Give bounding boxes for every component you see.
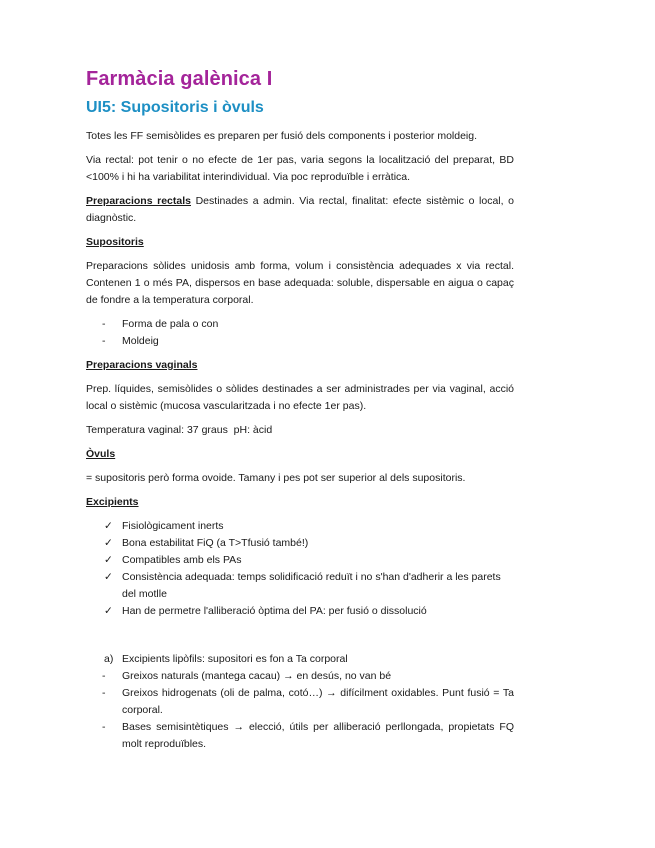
document-page (86, 64, 514, 753)
dash-marker: - (102, 670, 106, 682)
checkmark-icon: ✓ (104, 537, 113, 549)
supositoris-heading: Supositoris (86, 236, 144, 248)
list-item: ✓ Bona estabilitat FiQ (a T>Tfusió també!) (86, 535, 514, 552)
list-item: - Forma de pala o con (86, 316, 514, 333)
prep-rectals-heading: Preparacions rectals (86, 195, 191, 207)
prep-vaginals-heading: Preparacions vaginals (86, 359, 198, 371)
supositoris-paragraph: Preparacions sòlides unidosis amb forma, volum i consistència adequades x via rectal. Contenen 1 o més PA, dispersos en base adequada: soluble, dispersable en aigua o capaç de fondre a la temperatura corporal. (86, 260, 514, 306)
dash-marker: - (102, 687, 106, 699)
checkmark-icon: ✓ (104, 520, 113, 532)
dash-marker: - (102, 721, 106, 733)
checkmark-icon: ✓ (104, 571, 113, 583)
intro-paragraph: Totes les FF semisòlides es preparen per fusió dels components i posterior moldeig. (86, 130, 478, 142)
ovuls-paragraph: = supositoris però forma ovoide. Tamany i pes pot ser superior al dels supositoris. (86, 472, 466, 484)
dash-marker: - (102, 335, 106, 347)
list-item: - Moldeig (86, 333, 514, 350)
checkmark-icon: ✓ (104, 605, 113, 617)
excipients-heading: Excipients (86, 496, 139, 508)
list-item: - Greixos hidrogenats (oli de palma, cotó…) → difícilment oxidables. Punt fusió = Ta corporal. (102, 687, 514, 716)
lipofils-list (86, 651, 514, 668)
unit-subtitle: UI5: Supositoris i òvuls (86, 99, 264, 116)
prep-rectals-text: Destinades a admin. Via rectal, finalitat: efecte sistèmic o local, o diagnòstic. (86, 195, 514, 224)
list-item: - Bases semisintètiques → elecció, útils per alliberació perllongada, propietats FQ molt reproduïbles. (102, 721, 514, 750)
dash-marker: - (102, 318, 106, 330)
ovuls-heading: Òvuls (86, 448, 116, 460)
excipients-list (86, 518, 514, 620)
list-item: a) Excipients lipòfils: supositori es fon a Ta corporal (86, 651, 514, 668)
list-item: ✓ Consistència adequada: temps solidificació reduït i no s'han d'adherir a les parets del motlle (104, 571, 501, 600)
prep-vaginals-paragraph: Prep. líquides, semisòlides o sòlides destinades a ser administrades per via vaginal, acció local o sistèmic (mucosa vascularitzada i no efecte 1er pas). (86, 383, 514, 412)
list-item: ✓ Han de permetre l'alliberació òptima del PA: per fusió o dissolució (86, 603, 514, 620)
list-item: ✓ Compatibles amb els PAs (86, 552, 514, 569)
lipofils-sublist (86, 668, 514, 753)
page-title: Farmàcia galènica I (86, 68, 273, 90)
supositoris-list (86, 316, 514, 350)
list-item: - Greixos naturals (mantega cacau) → en desús, no van bé (86, 668, 514, 685)
vaginal-temperature: Temperatura vaginal: 37 graus pH: àcid (86, 424, 273, 436)
prep-rectals-paragraph (86, 193, 514, 227)
list-item: ✓ Fisiològicament inerts (86, 518, 514, 535)
alpha-marker: a) (104, 653, 114, 665)
via-rectal-paragraph: Via rectal: pot tenir o no efecte de 1er pas, varia segons la localització del preparat, BD <100% i hi ha variabilitat interindividual. Via poc reproduïble i erràtica. (86, 154, 514, 183)
checkmark-icon: ✓ (104, 554, 113, 566)
